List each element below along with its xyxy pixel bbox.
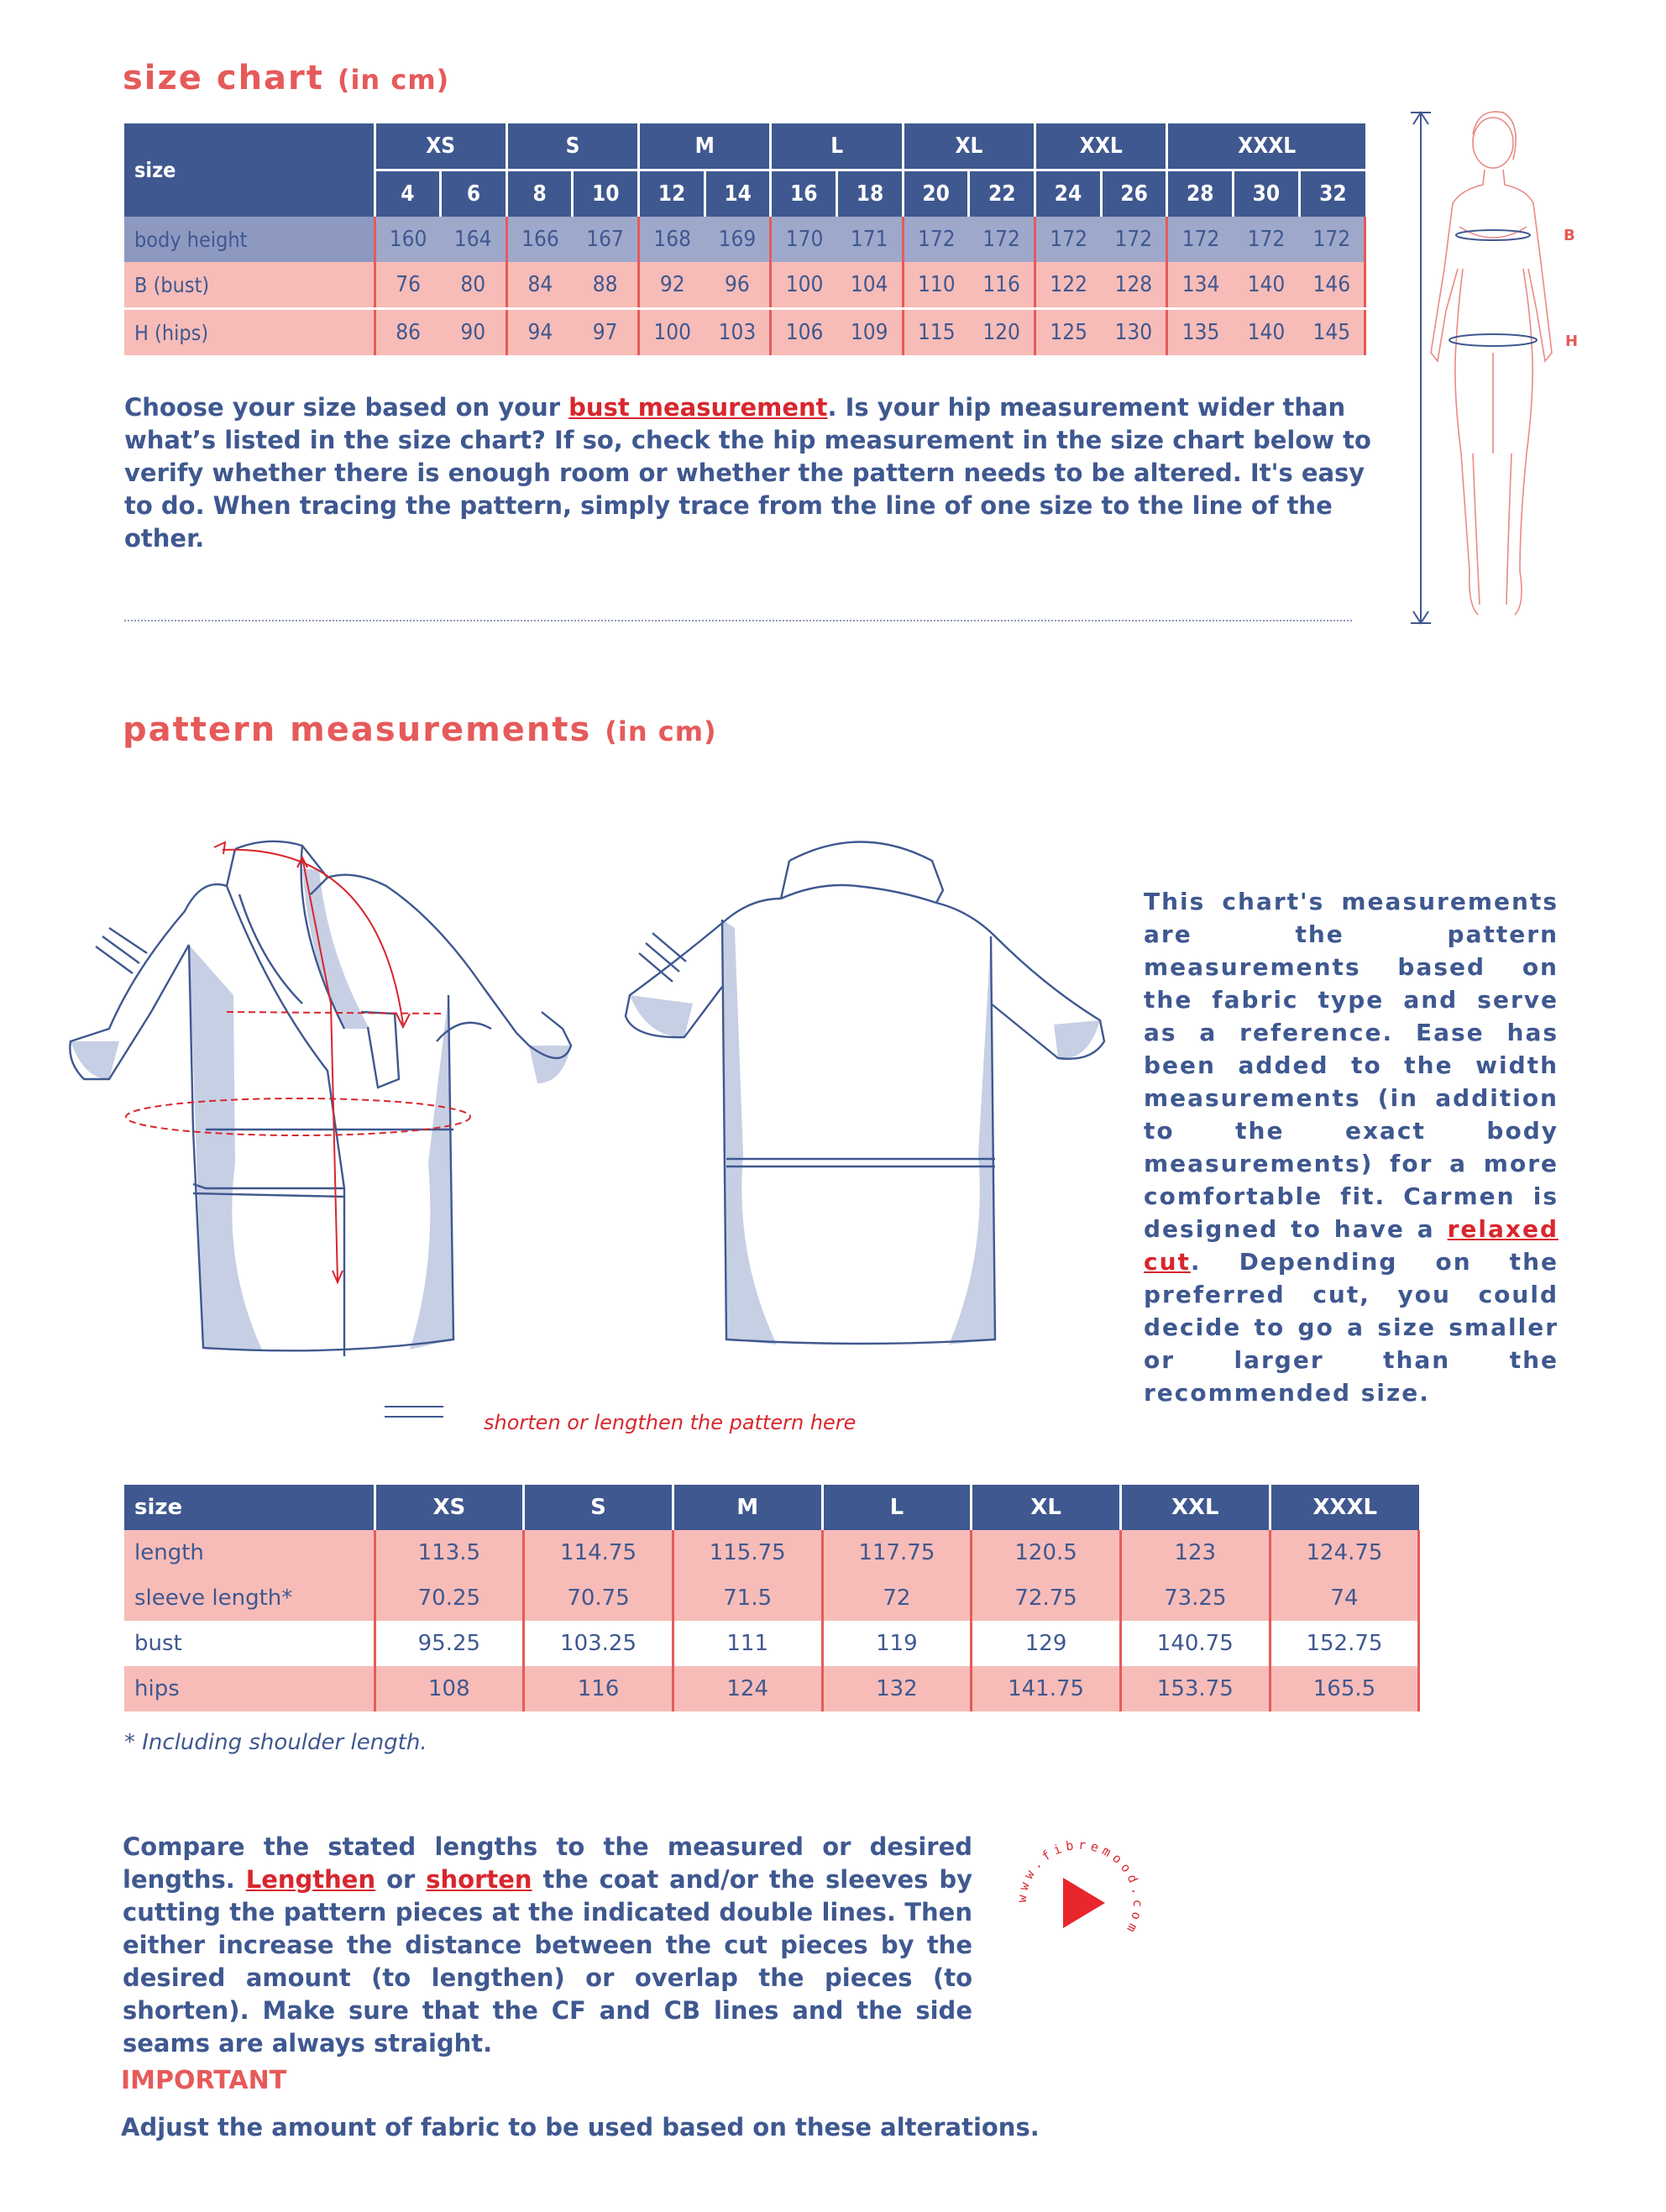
size-group-xxxl: XXXL — [1167, 123, 1365, 170]
pattern-unit: (in cm) — [605, 715, 717, 747]
pattern-value: 116 — [524, 1666, 673, 1711]
size-value: 171 — [837, 217, 904, 262]
pattern-value: 165.5 — [1270, 1666, 1419, 1711]
intro-text-1: Choose your size based on your — [124, 393, 569, 422]
pattern-size-m: M — [673, 1485, 822, 1530]
pattern-size-xs: XS — [375, 1485, 524, 1530]
pattern-value: 140.75 — [1120, 1621, 1270, 1666]
hips-marker-label: H — [1565, 333, 1579, 350]
size-value: 140 — [1234, 262, 1300, 309]
body-figure-outline — [1431, 112, 1552, 615]
pattern-header-row — [124, 1485, 1419, 1530]
pattern-value: 114.75 — [524, 1530, 673, 1575]
size-value: 128 — [1101, 262, 1167, 309]
size-group-xl: XL — [903, 123, 1035, 170]
size-number: 16 — [771, 170, 837, 218]
size-row-hips — [124, 309, 1365, 356]
compare-paragraph — [123, 1831, 972, 2060]
size-value: 109 — [837, 309, 904, 356]
body-figure-illustration — [1386, 101, 1587, 638]
pattern-size-xl: XL — [972, 1485, 1121, 1530]
size-chart-title — [123, 59, 449, 97]
pattern-title — [123, 710, 717, 749]
pattern-value: 111 — [673, 1621, 822, 1666]
pattern-value: 123 — [1120, 1530, 1270, 1575]
size-value: 172 — [903, 217, 969, 262]
pattern-value: 70.25 — [375, 1575, 524, 1621]
intro-text-2: . Is your hip measurement wider than what’s listed in the size chart? If so, check the hip measurement in the size chart below to verify whether there is enough room or whether the pattern needs to be altered. It's easy to do. When tracing the pattern, simply trace from the line of one size to the line of the other. — [124, 393, 1371, 553]
size-number: 30 — [1234, 170, 1300, 218]
pattern-value: 124.75 — [1270, 1530, 1419, 1575]
important-text: Adjust the amount of fabric to be used based on these alterations. — [121, 2113, 1040, 2141]
size-value: 172 — [1101, 217, 1167, 262]
size-value: 100 — [639, 309, 705, 356]
size-chart-table — [124, 123, 1366, 355]
size-value: 106 — [771, 309, 837, 356]
pattern-value: 115.75 — [673, 1530, 822, 1575]
size-value: 97 — [573, 309, 639, 356]
size-value: 100 — [771, 262, 837, 309]
size-value: 164 — [441, 217, 507, 262]
size-number: 18 — [837, 170, 904, 218]
pattern-row-sleeve-length — [124, 1575, 1419, 1621]
size-number: 10 — [573, 170, 639, 218]
pattern-size-l: L — [822, 1485, 972, 1530]
size-number: 24 — [1035, 170, 1102, 218]
size-value: 116 — [969, 262, 1035, 309]
pattern-row-bust — [124, 1621, 1419, 1666]
size-value: 86 — [375, 309, 441, 356]
pattern-description — [1144, 885, 1559, 1409]
size-chart-unit: (in cm) — [337, 64, 450, 96]
compare-text-2: or — [375, 1865, 427, 1894]
pattern-value: 70.75 — [524, 1575, 673, 1621]
pattern-size-s: S — [524, 1485, 673, 1530]
size-group-header-row — [124, 123, 1365, 170]
size-value: 92 — [639, 262, 705, 309]
shorten-lengthen-legend-text: shorten or lengthen the pattern here — [484, 1411, 857, 1434]
pattern-row-length — [124, 1530, 1419, 1575]
pattern-measurements-table — [124, 1485, 1420, 1711]
important-heading: IMPORTANT — [121, 2066, 287, 2095]
size-chart-title-text: size chart — [123, 59, 324, 97]
size-value: 172 — [1167, 217, 1234, 262]
size-value: 134 — [1167, 262, 1234, 309]
fibremood-logo[interactable] — [1006, 1829, 1154, 1977]
size-value: 172 — [1299, 217, 1365, 262]
row-label: H (hips) — [124, 309, 375, 356]
coat-back-illustration — [609, 819, 1121, 1356]
pattern-description-text-2: . Depending on the preferred cut, you could decide to go a size smaller or larger than the recommended size. — [1144, 1248, 1559, 1407]
size-value: 94 — [506, 309, 573, 356]
pattern-row-hips — [124, 1666, 1419, 1711]
row-label: sleeve length* — [124, 1575, 375, 1621]
dotted-separator — [124, 620, 1352, 621]
size-value: 167 — [573, 217, 639, 262]
size-value: 104 — [837, 262, 904, 309]
pattern-value: 74 — [1270, 1575, 1419, 1621]
pattern-value: 120.5 — [972, 1530, 1121, 1575]
pattern-value: 141.75 — [972, 1666, 1121, 1711]
measurement-lines — [1449, 230, 1537, 346]
pattern-value: 71.5 — [673, 1575, 822, 1621]
logo-ring-text: www.fibremood.com — [1014, 1837, 1146, 1939]
size-value: 170 — [771, 217, 837, 262]
row-label: bust — [124, 1621, 375, 1666]
size-value: 84 — [506, 262, 573, 309]
compare-text-3: the coat and/or the sleeves by cutting the pattern pieces at the indicated double lines. Then either increase the distance between the cut pieces by the desired amount (to lengthen) or overlap the pieces (to shorten). Make sure that the CF and CB lines and the side seams are always straight. — [123, 1865, 972, 2057]
pattern-value: 129 — [972, 1621, 1121, 1666]
size-number: 26 — [1101, 170, 1167, 218]
size-number: 4 — [375, 170, 441, 218]
pattern-value: 103.25 — [524, 1621, 673, 1666]
size-number: 20 — [903, 170, 969, 218]
pattern-value: 95.25 — [375, 1621, 524, 1666]
row-label: B (bust) — [124, 262, 375, 309]
pattern-description-text-1: This chart's measurements are the pattern measurements based on the fabric type and serve as a reference. Ease has been added to the width measurements (in addition to the exact body measurements) for a more comfortable fit. Carmen is designed to have a — [1144, 888, 1559, 1243]
size-value: 110 — [903, 262, 969, 309]
size-value: 122 — [1035, 262, 1102, 309]
size-number: 14 — [705, 170, 771, 218]
pattern-value: 108 — [375, 1666, 524, 1711]
size-number: 6 — [441, 170, 507, 218]
size-header-label: size — [124, 123, 375, 217]
size-value: 96 — [705, 262, 771, 309]
pattern-size-xxxl: XXXL — [1270, 1485, 1419, 1530]
size-intro-paragraph — [124, 391, 1375, 555]
pattern-value: 113.5 — [375, 1530, 524, 1575]
size-value: 140 — [1234, 309, 1300, 356]
coat-front-illustration — [59, 827, 596, 1356]
row-label: length — [124, 1530, 375, 1575]
size-group-m: M — [639, 123, 771, 170]
relaxed-cut-link[interactable]: relaxed cut — [1144, 1215, 1559, 1276]
size-value: 125 — [1035, 309, 1102, 356]
pattern-title-text: pattern measurements — [123, 710, 592, 749]
lengthen-link[interactable]: Lengthen — [245, 1865, 376, 1894]
shorten-link[interactable]: shorten — [426, 1865, 532, 1894]
size-group-xxl: XXL — [1035, 123, 1167, 170]
size-value: 120 — [969, 309, 1035, 356]
size-value: 169 — [705, 217, 771, 262]
size-value: 90 — [441, 309, 507, 356]
size-number: 28 — [1167, 170, 1234, 218]
play-icon — [1063, 1878, 1105, 1928]
size-group-l: L — [771, 123, 903, 170]
size-number: 8 — [506, 170, 573, 218]
size-value: 80 — [441, 262, 507, 309]
pattern-value: 119 — [822, 1621, 972, 1666]
size-value: 160 — [375, 217, 441, 262]
size-value: 146 — [1299, 262, 1365, 309]
pattern-value: 72.75 — [972, 1575, 1121, 1621]
size-value: 130 — [1101, 309, 1167, 356]
size-value: 76 — [375, 262, 441, 309]
pattern-value: 152.75 — [1270, 1621, 1419, 1666]
size-number: 12 — [639, 170, 705, 218]
pattern-value: 153.75 — [1120, 1666, 1270, 1711]
pattern-value: 132 — [822, 1666, 972, 1711]
pattern-value: 72 — [822, 1575, 972, 1621]
size-group-s: S — [506, 123, 638, 170]
size-row-body-height — [124, 217, 1365, 262]
size-value: 172 — [1035, 217, 1102, 262]
pattern-value: 124 — [673, 1666, 822, 1711]
size-group-xs: XS — [375, 123, 506, 170]
shorten-lengthen-legend-icon — [385, 1406, 443, 1418]
size-value: 103 — [705, 309, 771, 356]
size-value: 172 — [1234, 217, 1300, 262]
size-value: 88 — [573, 262, 639, 309]
size-row-bust — [124, 262, 1365, 309]
size-value: 168 — [639, 217, 705, 262]
bust-marker-label: B — [1564, 227, 1575, 244]
size-number: 32 — [1299, 170, 1365, 218]
pattern-value: 117.75 — [822, 1530, 972, 1575]
row-label: body height — [124, 217, 375, 262]
row-label: hips — [124, 1666, 375, 1711]
compare-text-1: Compare the stated lengths to the measured or desired lengths. — [123, 1832, 972, 1894]
size-value: 115 — [903, 309, 969, 356]
fibremood-logo-mark — [1006, 1829, 1154, 1977]
size-value: 166 — [506, 217, 573, 262]
bust-measurement-link[interactable]: bust measurement — [568, 393, 828, 422]
height-arrow — [1411, 113, 1431, 623]
pattern-footnote: * Including shoulder length. — [124, 1730, 427, 1755]
pattern-size-xxl: XXL — [1120, 1485, 1270, 1530]
pattern-size-header: size — [124, 1485, 375, 1530]
size-value: 172 — [969, 217, 1035, 262]
size-value: 145 — [1299, 309, 1365, 356]
size-value: 135 — [1167, 309, 1234, 356]
pattern-value: 73.25 — [1120, 1575, 1270, 1621]
size-number: 22 — [969, 170, 1035, 218]
